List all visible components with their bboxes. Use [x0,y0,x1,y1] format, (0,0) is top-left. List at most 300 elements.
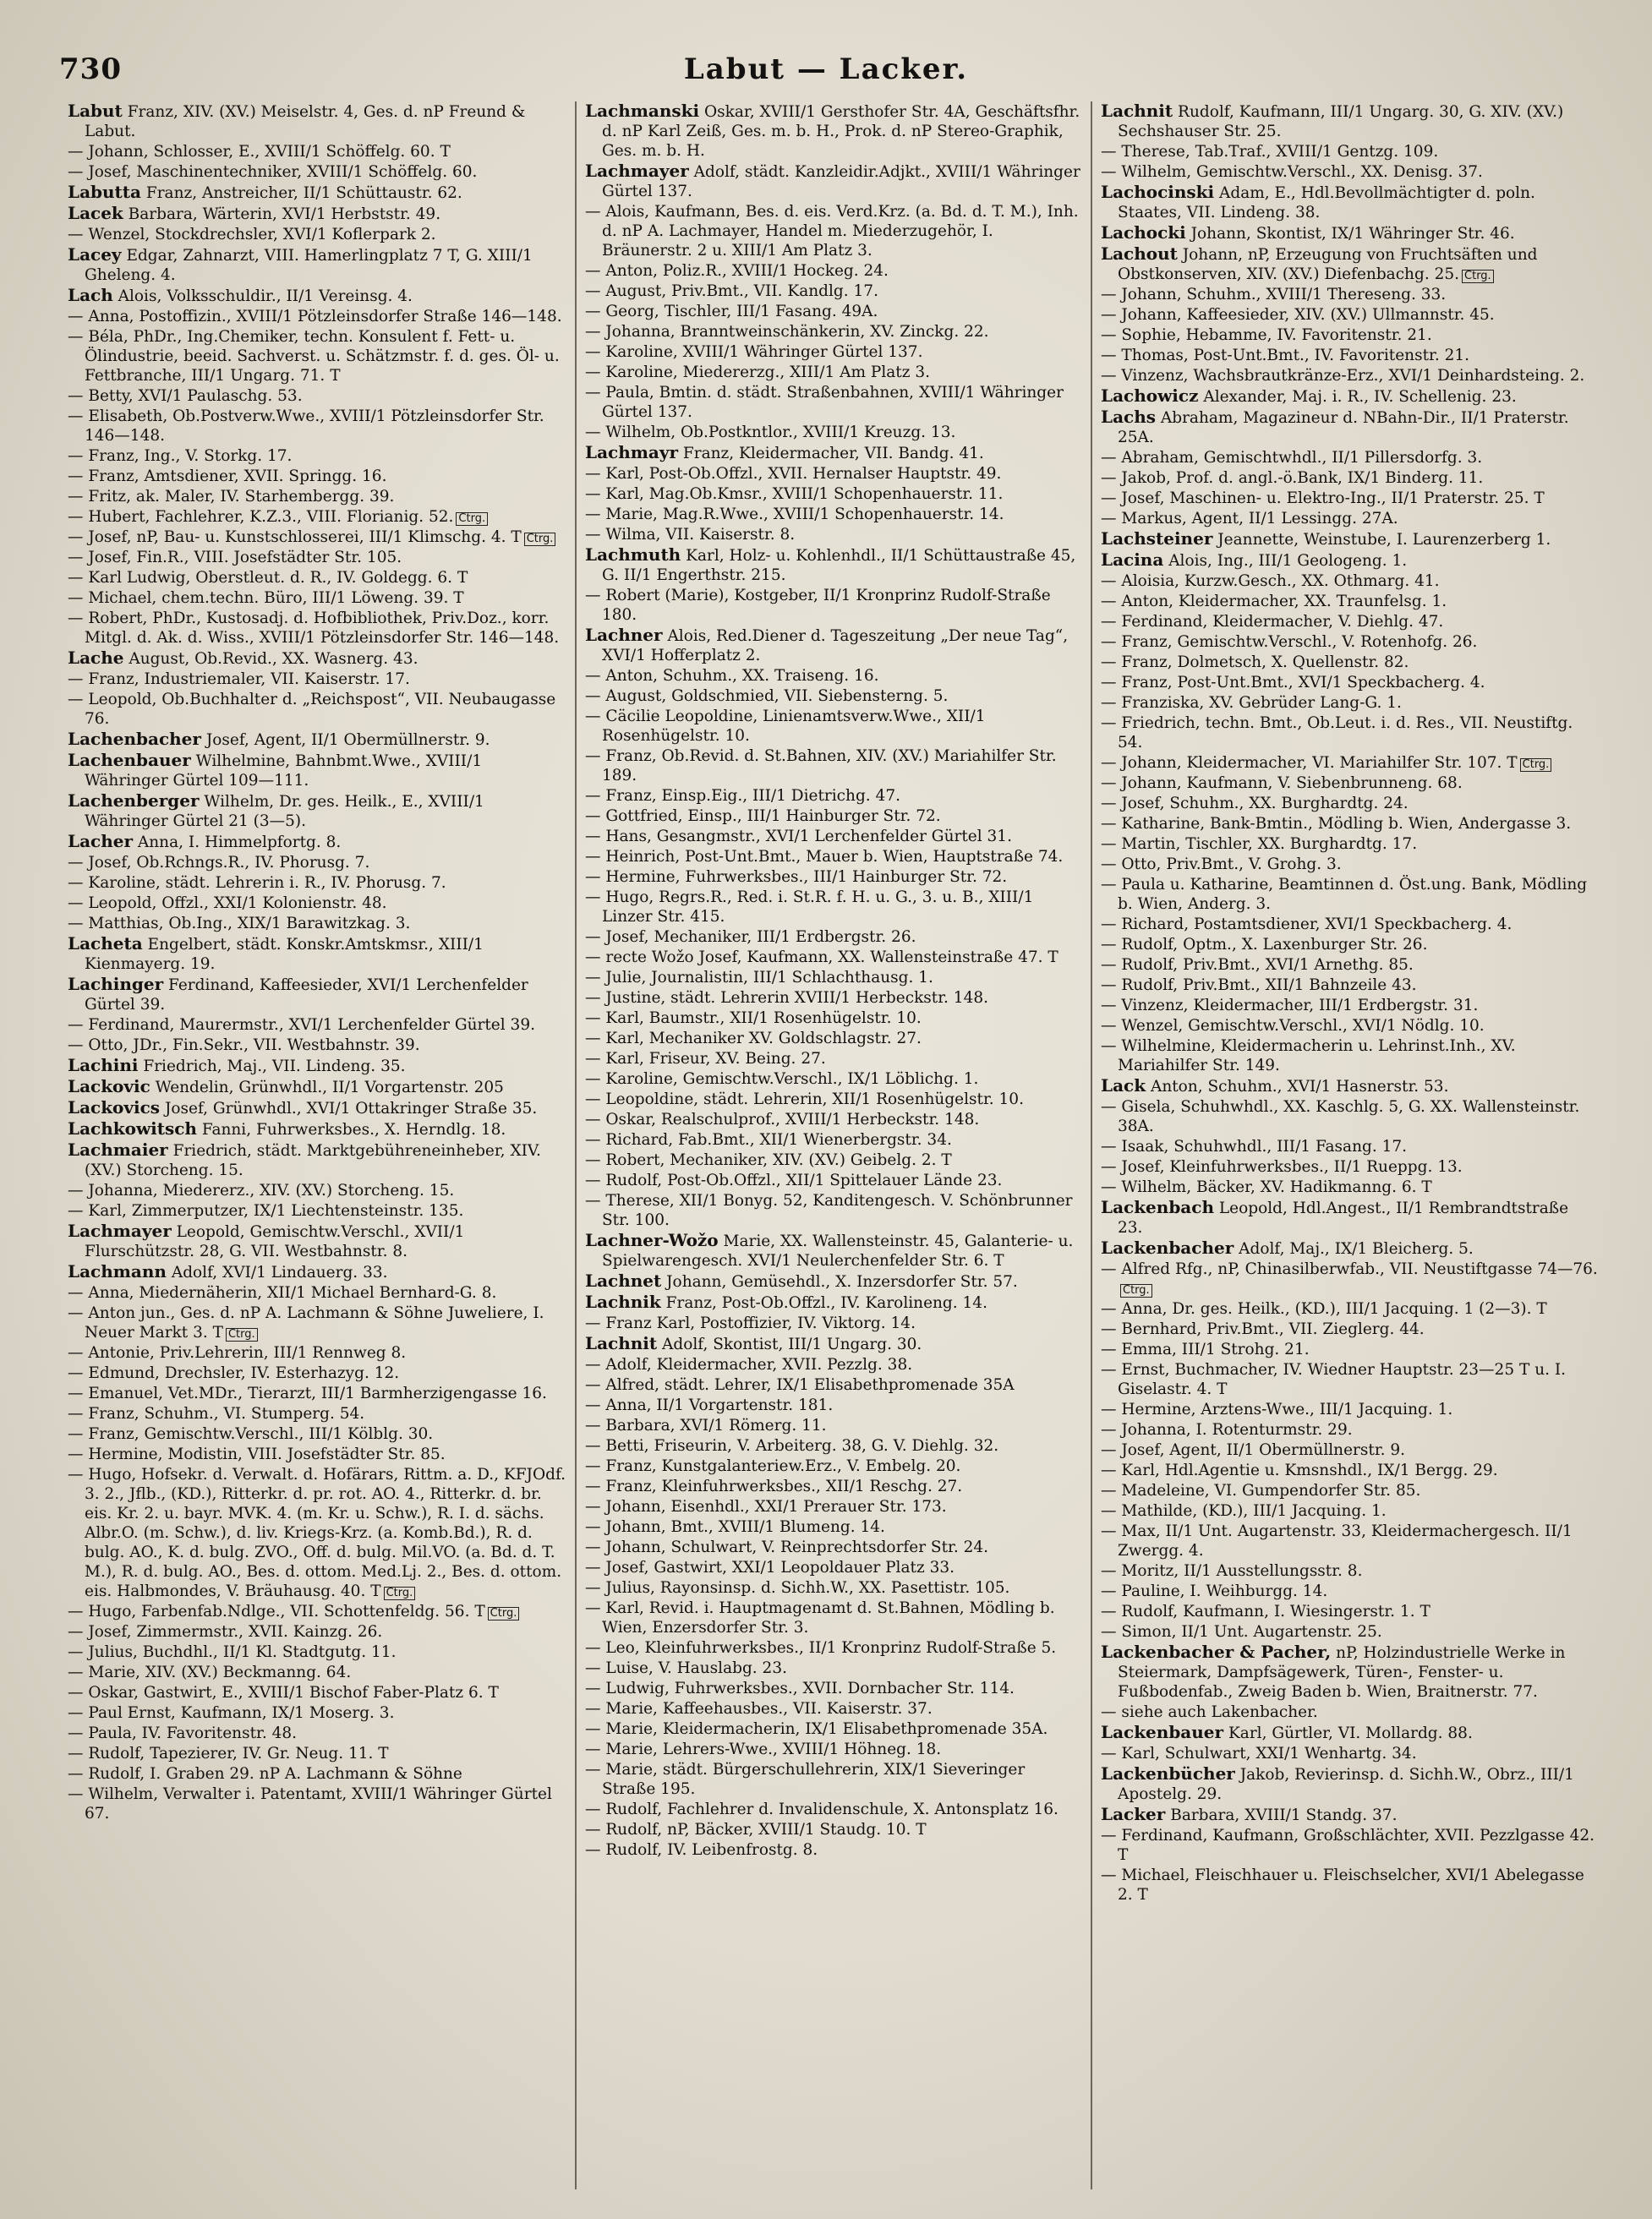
directory-entry [1101,592,1598,611]
directory-entry [585,1457,1082,1476]
entry-text: Jakob, Revierinsp. d. Sichh.W., Obrz., III/1 Apostelg. 29. [1118,1766,1574,1803]
entry-text: Ferdinand, Kaffeesieder, XVI/1 Lerchenfelder Gürtel 39. [85,976,528,1014]
entry-text: — Gisela, Schuhwhdl., XX. Kaschlg. 5, G. XX. Wallensteinstr. 38A. [1101,1098,1580,1135]
entry-text: — Johann, Schulwart, V. Reinprechtsdorfer Str. 24. [585,1539,989,1556]
entry-text: — Hermine, Modistin, VIII. Josefstädter Str. 85. [68,1446,446,1463]
directory-entry [1101,509,1598,528]
directory-entry [1101,346,1598,365]
entry-text: — Rudolf, Fachlehrer d. Invalidenschule, X. Antonsplatz 16. [585,1801,1058,1818]
entry-text: — Anton, Kleidermacher, XX. Traunfelsg. 1. [1101,593,1447,610]
directory-entry [585,1538,1082,1557]
directory-entry [68,1663,566,1682]
entry-text: — Johann, Schlosser, E., XVIII/1 Schöffelg. 60. T [68,143,451,161]
entry-text: — Rudolf, IV. Leibenfrostg. 8. [585,1841,818,1859]
directory-entry [68,1465,566,1601]
directory-entry [68,1703,566,1723]
entry-surname: Lachowicz [1101,385,1199,406]
entry-text: Johann, Gemüsehdl., X. Inzersdorfer Str. 57. [666,1273,1018,1291]
entry-text: — Anna, Postoffizin., XVIII/1 Pötzleinsdorfer Straße 146—148. [68,308,562,325]
entry-text: Anton, Schuhm., XVI/1 Hasnerstr. 53. [1150,1078,1449,1096]
entry-text: — Vinzenz, Wachsbrautkränze-Erz., XVI/1 Deinhardsteing. 2. [1101,367,1585,385]
entry-text: Wendelin, Grünwhdl., II/1 Vorgartenstr. 205 [155,1079,504,1096]
entry-text: — Franziska, XV. Gebrüder Lang-G. 1. [1101,694,1402,712]
directory-entry [68,142,566,161]
entry-text: — Ferdinand, Maurermstr., XVI/1 Lerchenfelder Gürtel 39. [68,1016,535,1034]
directory-entry [68,1424,566,1444]
entry-text: — Abraham, Gemischtwhdl., II/1 Pillersdorfg. 3. [1101,449,1483,467]
entry-text: — Marie, Mag.R.Wwe., XVIII/1 Schopenhauerstr. 14. [585,506,1004,523]
entry-text: nP, Holzindustrielle Werke in Steiermark, Dampfsägewerk, Türen-, Fenster- u. Fußbodenfab., Zweig Baden b. Wien, Braitnerstr. 77. [1118,1644,1566,1701]
entry-text: — Ferdinand, Kaufmann, Großschlächter, XVII. Pezzlgasse 42. T [1101,1827,1595,1864]
entry-text: — Katharine, Bank-Bmtin., Mödling b. Wien, Andergasse 3. [1101,815,1572,833]
directory-entry [585,1191,1082,1230]
directory-entry [68,1404,566,1424]
entry-surname: Lachner-Wožo [585,1230,719,1250]
directory-entry [68,1683,566,1703]
entry-text: — recte Wožo Josef, Kaufmann, XX. Wallensteinstraße 47. T [585,948,1058,966]
entry-surname: Lacker [1101,1804,1166,1824]
directory-entry [1101,935,1598,954]
directory-entry [68,1343,566,1363]
entry-text: — Franz, Einsp.Eig., III/1 Dietrichg. 47. [585,787,900,805]
directory-entry [68,609,566,648]
entry-text: Adolf, Maj., IX/1 Bleicherg. 5. [1239,1240,1474,1258]
entry-surname: Lachocinski [1101,182,1215,202]
entry-text: — Rudolf, I. Graben 29. nP A. Lachmann & Söhne [68,1765,462,1783]
directory-entry [585,786,1082,806]
directory-entry [1101,1826,1598,1865]
entry-surname: Lachkowitsch [68,1118,197,1139]
entry-surname: Labutta [68,182,141,202]
directory-entry [68,162,566,182]
directory-entry [1101,285,1598,304]
directory-entry [68,873,566,893]
entry-surname: Lachenbauer [68,750,191,770]
entry-text: Friedrich, städt. Marktgebühreneinheber, XIV. (XV.) Storcheng. 15. [85,1142,541,1179]
entry-text: — Franz, Industriemaler, VII. Kaiserstr. 17. [68,670,410,688]
directory-entry [68,1764,566,1784]
entry-text: — Leo, Kleinfuhrwerksbes., II/1 Kronprinz Rudolf-Straße 5. [585,1639,1057,1657]
directory-entry [1101,976,1598,995]
entry-text: — Franz, Ob.Revid. d. St.Bahnen, XIV. (XV.) Mariahilfer Str. 189. [585,747,1057,784]
directory-entry [585,1578,1082,1598]
entry-text: — Barbara, XVI/1 Römerg. 11. [585,1417,827,1435]
entry-text: — Josef, Ob.Rchngs.R., IV. Phorusg. 7. [68,854,370,872]
entry-text: — Karl, Post-Ob.Offzl., XVII. Hernalser Hauptstr. 49. [585,465,1002,483]
entry-surname: Lackenbacher & Pacher, [1101,1642,1332,1662]
directory-entry [68,1445,566,1464]
directory-entry [585,686,1082,706]
directory-entry [68,1304,566,1342]
entry-text: — Johann, Eisenhdl., XXI/1 Prerauer Str. 173. [585,1498,947,1516]
entry-text: — Rudolf, nP, Bäcker, XVIII/1 Staudg. 10. T [585,1821,927,1839]
entry-text: — Johann, Kaffeesieder, XIV. (XV.) Ullmannstr. 45. [1101,306,1495,324]
entry-text: — Edmund, Drechsler, IV. Esterhazyg. 12. [68,1364,400,1382]
directory-entry [68,1181,566,1200]
directory-entry [1101,673,1598,692]
entry-text: — Josef, Agent, II/1 Obermüllnerstr. 9. [1101,1441,1406,1459]
entry-text: — Julius, Buchdhl., II/1 Kl. Stadtgutg. 11. [68,1643,397,1661]
entry-text: — August, Priv.Bmt., VII. Kandlg. 17. [585,282,878,300]
directory-entry-head [1101,529,1598,549]
entry-text: — Wenzel, Gemischtw.Verschl., XVI/1 Nödlg. 10. [1101,1017,1485,1035]
entry-surname: Lachinger [68,974,164,994]
directory-entry [585,342,1082,362]
directory-entry [585,1396,1082,1415]
entry-text: — Bernhard, Priv.Bmt., VII. Zieglerg. 44. [1101,1320,1425,1338]
directory-entry-head [68,730,566,750]
directory-entry-head [1101,1642,1598,1702]
entry-text: — Karoline, XVIII/1 Währinger Gürtel 137. [585,343,923,361]
directory-entry-head [585,101,1082,161]
entry-text: — Julie, Journalistin, III/1 Schlachthausg. 1. [585,969,933,987]
entry-text: — Madeleine, VI. Gumpendorfer Str. 85. [1101,1482,1421,1500]
entry-text: — Franz, Gemischtw.Verschl., III/1 Kölblg. 30. [68,1425,434,1443]
entry-text: Alois, Volksschuldir., II/1 Vereinsg. 4. [118,287,413,305]
entry-text: — Ernst, Buchmacher, IV. Wiedner Hauptstr. 23—25 T u. I. Giselastr. 4. T [1101,1361,1567,1398]
entry-text: — Therese, XII/1 Bonyg. 52, Kanditengesch. V. Schönbrunner Str. 100. [585,1192,1073,1229]
directory-entry [68,327,566,385]
directory-entry [585,806,1082,826]
directory-entry [1101,1703,1598,1722]
directory-entry [1101,653,1598,672]
entry-text: — Oskar, Gastwirt, E., XVIII/1 Bischof Faber-Platz 6. T [68,1684,499,1702]
entry-text: — Leopold, Ob.Buchhalter d. „Reichspost“, VII. Neubaugasse 76. [68,691,556,728]
directory-entry-head [1101,1805,1598,1825]
directory-entry [1101,753,1598,773]
directory-entry [1101,1481,1598,1500]
directory-entry [68,507,566,527]
entry-text: — Adolf, Kleidermacher, XVII. Pezzlg. 38. [585,1356,913,1374]
directory-entry [585,1090,1082,1109]
directory-entry [68,894,566,913]
entry-text: — Hubert, Fachlehrer, K.Z.3., VIII. Florianig. 52. [68,508,454,526]
page-number: 730 [59,52,122,86]
entry-surname: Lachnik [585,1292,661,1312]
entry-text: — Robert, PhDr., Kustosadj. d. Hofbibliothek, Priv.Doz., korr. Mitgl. d. Ak. d. Wiss., XVIII/1 Pötzleinsdorfer Str. 146—148. [68,609,560,647]
directory-entry [1101,834,1598,854]
entry-surname: Lachmuth [585,544,681,565]
directory-entry [68,1744,566,1763]
directory-entry [68,670,566,689]
directory-entry [68,1622,566,1642]
entry-text: — Otto, JDr., Fin.Sekr., VII. Westbahnstr. 39. [68,1036,420,1054]
entry-text: — Franz, Amtsdiener, XVII. Springg. 16. [68,467,387,485]
entry-text: — Josef, nP, Bau- u. Kunstschlosserei, III/1 Klimschg. 4. T [68,528,522,546]
entry-text: — Michael, Fleischhauer u. Fleischselcher, XVI/1 Abelegasse 2. T [1101,1866,1584,1904]
directory-entry [585,927,1082,947]
directory-entry [585,1638,1082,1658]
entry-text: Friedrich, Maj., VII. Lindeng. 35. [143,1058,406,1075]
directory-entry [585,1314,1082,1333]
entry-text: — Alfred, städt. Lehrer, IX/1 Elisabethpromenade 35A [585,1376,1015,1394]
entry-text: — Therese, Tab.Traf., XVIII/1 Gentzg. 109. [1101,143,1439,161]
directory-entry [585,322,1082,342]
entry-text: — Marie, Kleidermacherin, IX/1 Elisabethpromenade 35A. [585,1720,1048,1738]
entry-text: Jeannette, Weinstube, I. Laurenzerberg 1. [1217,531,1551,549]
entry-text: — Fritz, ak. Maler, IV. Starhembergg. 39. [68,488,395,506]
directory-entry [585,666,1082,686]
entry-text: — Cäcilie Leopoldine, Linienamtsverw.Wwe., XII/1 Rosenhügelstr. 10. [585,708,986,745]
entry-surname: Lacina [1101,549,1164,570]
directory-entry [68,588,566,608]
directory-entry [585,1760,1082,1799]
entry-tag: Ctrg. [524,533,556,546]
directory-entry [585,484,1082,504]
directory-entry [585,1800,1082,1819]
entry-text: — Gottfried, Einsp., III/1 Hainburger Str. 72. [585,807,941,825]
directory-entry-head [1101,1764,1598,1804]
entry-text: — Johann, Bmt., XVIII/1 Blumeng. 14. [585,1518,885,1536]
entry-surname: Lachmayer [585,161,689,181]
directory-entry [68,307,566,326]
directory-entry [585,1558,1082,1577]
directory-entry [585,847,1082,866]
entry-text: Johann, Skontist, IX/1 Währinger Str. 46. [1190,225,1515,243]
entry-text: — Franz, Dolmetsch, X. Quellenstr. 82. [1101,653,1409,671]
entry-text: Barbara, XVIII/1 Standg. 37. [1170,1806,1398,1824]
directory-entry [1101,693,1598,713]
directory-entry [585,1008,1082,1028]
entry-text: — Ferdinand, Kleidermacher, V. Diehlg. 47. [1101,613,1444,631]
entry-text: Fanni, Fuhrwerksbes., X. Herndlg. 18. [201,1121,506,1139]
entry-surname: Lachmann [68,1261,167,1282]
entry-tag: Ctrg. [226,1328,258,1342]
entry-text: — Max, II/1 Unt. Augartenstr. 33, Kleidermachergesch. II/1 Zwergg. 4. [1101,1522,1573,1560]
entry-surname: Lackovics [68,1097,161,1118]
entry-text: — Marie, städt. Bürgerschullehrerin, XIX/1 Sieveringer Straße 195. [585,1761,1026,1798]
entry-text: — Richard, Fab.Bmt., XII/1 Wienerbergstr. 34. [585,1131,952,1149]
entry-surname: Lacek [68,203,123,223]
entry-text: — Karoline, Gemischtw.Verschl., IX/1 Löblichg. 1. [585,1070,979,1088]
entry-surname: Lacher [68,831,134,851]
directory-entry [1101,1137,1598,1156]
entry-surname: Lachnit [1101,101,1173,121]
entry-surname: Lacey [68,244,122,265]
directory-entry [585,746,1082,785]
entry-text: — Mathilde, (KD.), III/1 Jacquing. 1. [1101,1502,1387,1520]
entry-surname: Lack [1101,1075,1146,1096]
directory-entry [68,467,566,486]
directory-entry [585,1150,1082,1170]
entry-text: — Emanuel, Vet.MDr., Tierarzt, III/1 Barmherzigengasse 16. [68,1385,547,1402]
directory-entry-head [1101,386,1598,407]
directory-entry [1101,1016,1598,1036]
entry-surname: Lachmaier [68,1140,168,1160]
directory-entry [1101,1260,1598,1298]
entry-text: — Rudolf, Priv.Bmt., XVI/1 Arnethg. 85. [1101,956,1414,974]
directory-entry [1101,366,1598,385]
entry-text: — Alois, Kaufmann, Bes. d. eis. Verd.Krz. (a. Bd. d. T. M.), Inh. d. nP A. Lachmayer, Handel m. Miederzugehör, I. Bräunerstr. 2 u. XIII/1 Am Platz 3. [585,203,1079,260]
entry-text: — Anna, Miedernäherin, XII/1 Michael Bernhard-G. 8. [68,1284,497,1302]
entry-text: — Josef, Fin.R., VIII. Josefstädter Str. 105. [68,549,402,566]
entry-tag: Ctrg. [1462,270,1494,283]
directory-entry [68,914,566,933]
entry-text: — Marie, Lehrers-Wwe., XVIII/1 Höhneg. 18. [585,1741,942,1758]
entry-text: — Richard, Postamtsdiener, XVI/1 Speckbacherg. 4. [1101,915,1513,933]
entry-text: — Wenzel, Stockdrechsler, XVI/1 Koflerpark 2. [68,226,436,243]
directory-entry [585,1840,1082,1860]
directory-entry [585,1497,1082,1517]
entry-text: Josef, Grünwhdl., XVI/1 Ottakringer Straße 35. [164,1100,538,1118]
directory-entry-head [1101,101,1598,141]
directory-entry [585,1171,1082,1190]
directory-entry [585,1436,1082,1456]
entry-text: — Paula u. Katharine, Beamtinnen d. Öst.ung. Bank, Mödling b. Wien, Anderg. 3. [1101,876,1588,913]
directory-entry [1101,305,1598,325]
entry-text: — Paula, IV. Favoritenstr. 48. [68,1724,298,1742]
directory-entry [1101,996,1598,1015]
entry-text: — Wilma, VII. Kaiserstr. 8. [585,526,796,544]
entry-text: — Karl, Friseur, XV. Being. 27. [585,1050,826,1068]
entry-text: — Karl, Zimmerputzer, IX/1 Liechtensteinstr. 135. [68,1202,464,1220]
directory-entry-head [68,934,566,974]
directory-entry [1101,1320,1598,1339]
entry-text: Franz, Anstreicher, II/1 Schüttaustr. 62. [145,184,462,202]
entry-text: — Markus, Agent, II/1 Lessingg. 27A. [1101,510,1398,527]
directory-entry [68,487,566,506]
entry-text: Barbara, Wärterin, XVI/1 Herbststr. 49. [128,205,441,223]
directory-entry-head [68,183,566,203]
entry-surname: Lachini [68,1055,139,1075]
entry-text: — Hermine, Arztens-Wwe., III/1 Jacquing. 1. [1101,1401,1453,1418]
directory-entry [585,261,1082,281]
directory-entry [585,423,1082,442]
entry-text: Marie, XX. Wallensteinstr. 45, Galanterie- u. Spielwarengesch. XVI/1 Neulerchenfelder Str. 6. T [602,1232,1074,1270]
entry-text: — Anton, Schuhm., XX. Traiseng. 16. [585,667,879,685]
entry-surname: Lackenbacher [1101,1238,1234,1258]
directory-entry-head [68,832,566,852]
entry-text: — Paula, Bmtin. d. städt. Straßenbahnen, XVIII/1 Währinger Gürtel 137. [585,384,1064,421]
entry-surname: Lachmanski [585,101,700,121]
directory-entry [585,1130,1082,1150]
entry-text: — siehe auch Lakenbacher. [1101,1703,1318,1721]
entry-text: — Thomas, Post-Unt.Bmt., IV. Favoritenstr. 21. [1101,347,1470,364]
directory-entry [585,281,1082,301]
entry-text: — Leopoldine, städt. Lehrerin, XII/1 Rosenhügelstr. 10. [585,1090,1024,1108]
directory-entry [585,302,1082,321]
directory-entry [585,202,1082,260]
entry-text: — Franz, Schuhm., VI. Stumperg. 54. [68,1405,365,1423]
entry-text: — Antonie, Priv.Lehrerin, III/1 Rennweg 8. [68,1344,407,1362]
directory-entry [585,383,1082,422]
entry-text: — Wilhelmine, Kleidermacherin u. Lehrinst.Inh., XV. Mariahilfer Str. 149. [1101,1037,1516,1074]
directory-entry [585,1069,1082,1089]
entry-text: Adam, E., Hdl.Bevollmächtigter d. poln. Staates, VII. Lindeng. 38. [1118,184,1535,221]
directory-entry [585,363,1082,382]
entry-text: — Wilhelm, Ob.Postkntlor., XVIII/1 Kreuzg. 13. [585,424,956,441]
entry-text: — Hugo, Hofsekr. d. Verwalt. d. Hofärars, Rittm. a. D., KFJOdf. 3. 2., Jflb., (KD.), Ritterkr. d. pr. rot. AO. 4., Ritterkr. d. br. eis. Kr. 2. u. bayr. MVK. 4. (m. Kr. u. Schw.), R. I. d. sächs. Albr.O. (m. Schw.), d. liv. Kriegs-Krz. (a. Komb.Bd.), R. d. bulg. AO., K. d. bulg. ZVO., Off. d. bulg. Mil.VO. (a. Bd. d. T. M.), R. d. bulg. AO., Bes. d. ottom. Med.Lj. 2., Bes. d. ottom. eis. Halbmondes, V. Bräuhausg. 40. T [68,1466,566,1600]
directory-entry-head [68,1119,566,1140]
directory-entry [585,1517,1082,1537]
entry-text: August, Ob.Revid., XX. Wasnerg. 43. [129,650,418,668]
directory-entry [1101,855,1598,874]
directory-entry-head [68,286,566,306]
entry-text: Leopold, Hdl.Angest., II/1 Rembrandtstraße 23. [1118,1200,1569,1237]
entry-text: Karl, Gürtler, VI. Mollardg. 88. [1228,1724,1473,1742]
entry-text: — Rudolf, Kaufmann, I. Wiesingerstr. 1. T [1101,1603,1430,1621]
entry-text: Franz, XIV. (XV.) Meiselstr. 4, Ges. d. nP Freund & Labut. [85,103,526,140]
entry-surname: Lach [68,285,113,305]
directory-entry [1101,612,1598,631]
directory-entry [585,948,1082,967]
entry-text: Karl, Holz- u. Kohlenhdl., II/1 Schüttaustraße 45, G. II/1 Engerthstr. 215. [602,547,1076,584]
entry-text: — Rudolf, Tapezierer, IV. Gr. Neug. 11. T [68,1745,389,1763]
entry-text: — Rudolf, Optm., X. Laxenburger Str. 26. [1101,936,1428,954]
entry-text: — Franz, Ing., V. Storkg. 17. [68,447,293,465]
directory-entry [1101,162,1598,182]
entry-text: — Pauline, I. Weihburgg. 14. [1101,1582,1328,1600]
directory-entry [585,464,1082,484]
entry-text: — Karoline, städt. Lehrerin i. R., IV. Phorusg. 7. [68,874,446,892]
directory-entry [1101,1360,1598,1399]
directory-entry [585,1375,1082,1395]
directory-entry-head [1101,244,1598,284]
entry-text: — August, Goldschmied, VII. Siebensterng. 5. [585,687,949,705]
directory-entry-head [68,245,566,285]
directory-entry [1101,1340,1598,1359]
directory-entry [68,1384,566,1403]
entry-text: Leopold, Gemischtw.Verschl., XVII/1 Flurschützstr. 28, G. VII. Westbahnstr. 8. [85,1223,465,1260]
directory-entry [1101,1036,1598,1075]
directory-entry [68,527,566,547]
entry-text: — Karl, Baumstr., XII/1 Rosenhügelstr. 10. [585,1009,922,1027]
directory-entry-head [1101,407,1598,447]
directory-entry-head [68,648,566,669]
entry-surname: Lachenberger [68,790,200,811]
entry-text: — Wilhelm, Gemischtw.Verschl., XX. Denisg. 37. [1101,163,1483,181]
entry-text: — Johann, Kaufmann, V. Siebenbrunneng. 68. [1101,774,1463,792]
directory-entry [68,446,566,466]
directory-entry [1101,1178,1598,1197]
directory-entry [585,1659,1082,1678]
directory-entry [585,1740,1082,1759]
entry-text: — Luise, V. Hauslabg. 23. [585,1659,787,1677]
entry-text: — Sophie, Hebamme, IV. Favoritenstr. 21. [1101,326,1432,344]
entry-text: — Jakob, Prof. d. angl.-ö.Bank, IX/1 Binderg. 11. [1101,469,1484,487]
directory-entry-head [585,1293,1082,1313]
directory-entry-head [1101,183,1598,222]
entry-text: Alexander, Maj. i. R., IV. Schellenig. 23. [1203,388,1517,406]
directory-entry [585,1110,1082,1129]
entry-text: — Hermine, Fuhrwerksbes., III/1 Hainburger Str. 72. [585,868,1008,886]
directory-entry-head [585,161,1082,201]
directory-entry [1101,1157,1598,1177]
directory-entry [68,1036,566,1055]
directory-entry [585,1416,1082,1435]
directory-entry [1101,468,1598,488]
entry-text: — Hugo, Farbenfab.Ndlge., VII. Schottenfeldg. 56. T [68,1603,485,1621]
directory-entry [1101,1299,1598,1319]
column-1 [59,101,575,2189]
entry-text: — Karoline, Miedererzg., XIII/1 Am Platz 3. [585,363,931,381]
directory-entry [1101,1461,1598,1480]
directory-entry [1101,713,1598,752]
entry-text: — Leopold, Offzl., XXI/1 Kolonienstr. 48. [68,894,387,912]
directory-entry-head [68,101,566,141]
entry-text: — Rudolf, Priv.Bmt., XII/1 Bahnzeile 43. [1101,976,1417,994]
entry-text: Alois, Ing., III/1 Geologeng. 1. [1168,552,1408,570]
directory-entry-head [585,443,1082,463]
entry-surname: Lachout [1101,243,1178,264]
entry-text: — Anton jun., Ges. d. nP A. Lachmann & Söhne Juweliere, I. Neuer Markt 3. T [68,1304,544,1342]
entry-surname: Lachmayr [585,442,679,462]
entry-text: — Marie, XIV. (XV.) Beckmanng. 64. [68,1664,352,1681]
page-header [59,52,1593,95]
directory-entry [1101,1400,1598,1419]
directory-entry [1101,632,1598,652]
entry-surname: Lachsteiner [1101,528,1213,549]
